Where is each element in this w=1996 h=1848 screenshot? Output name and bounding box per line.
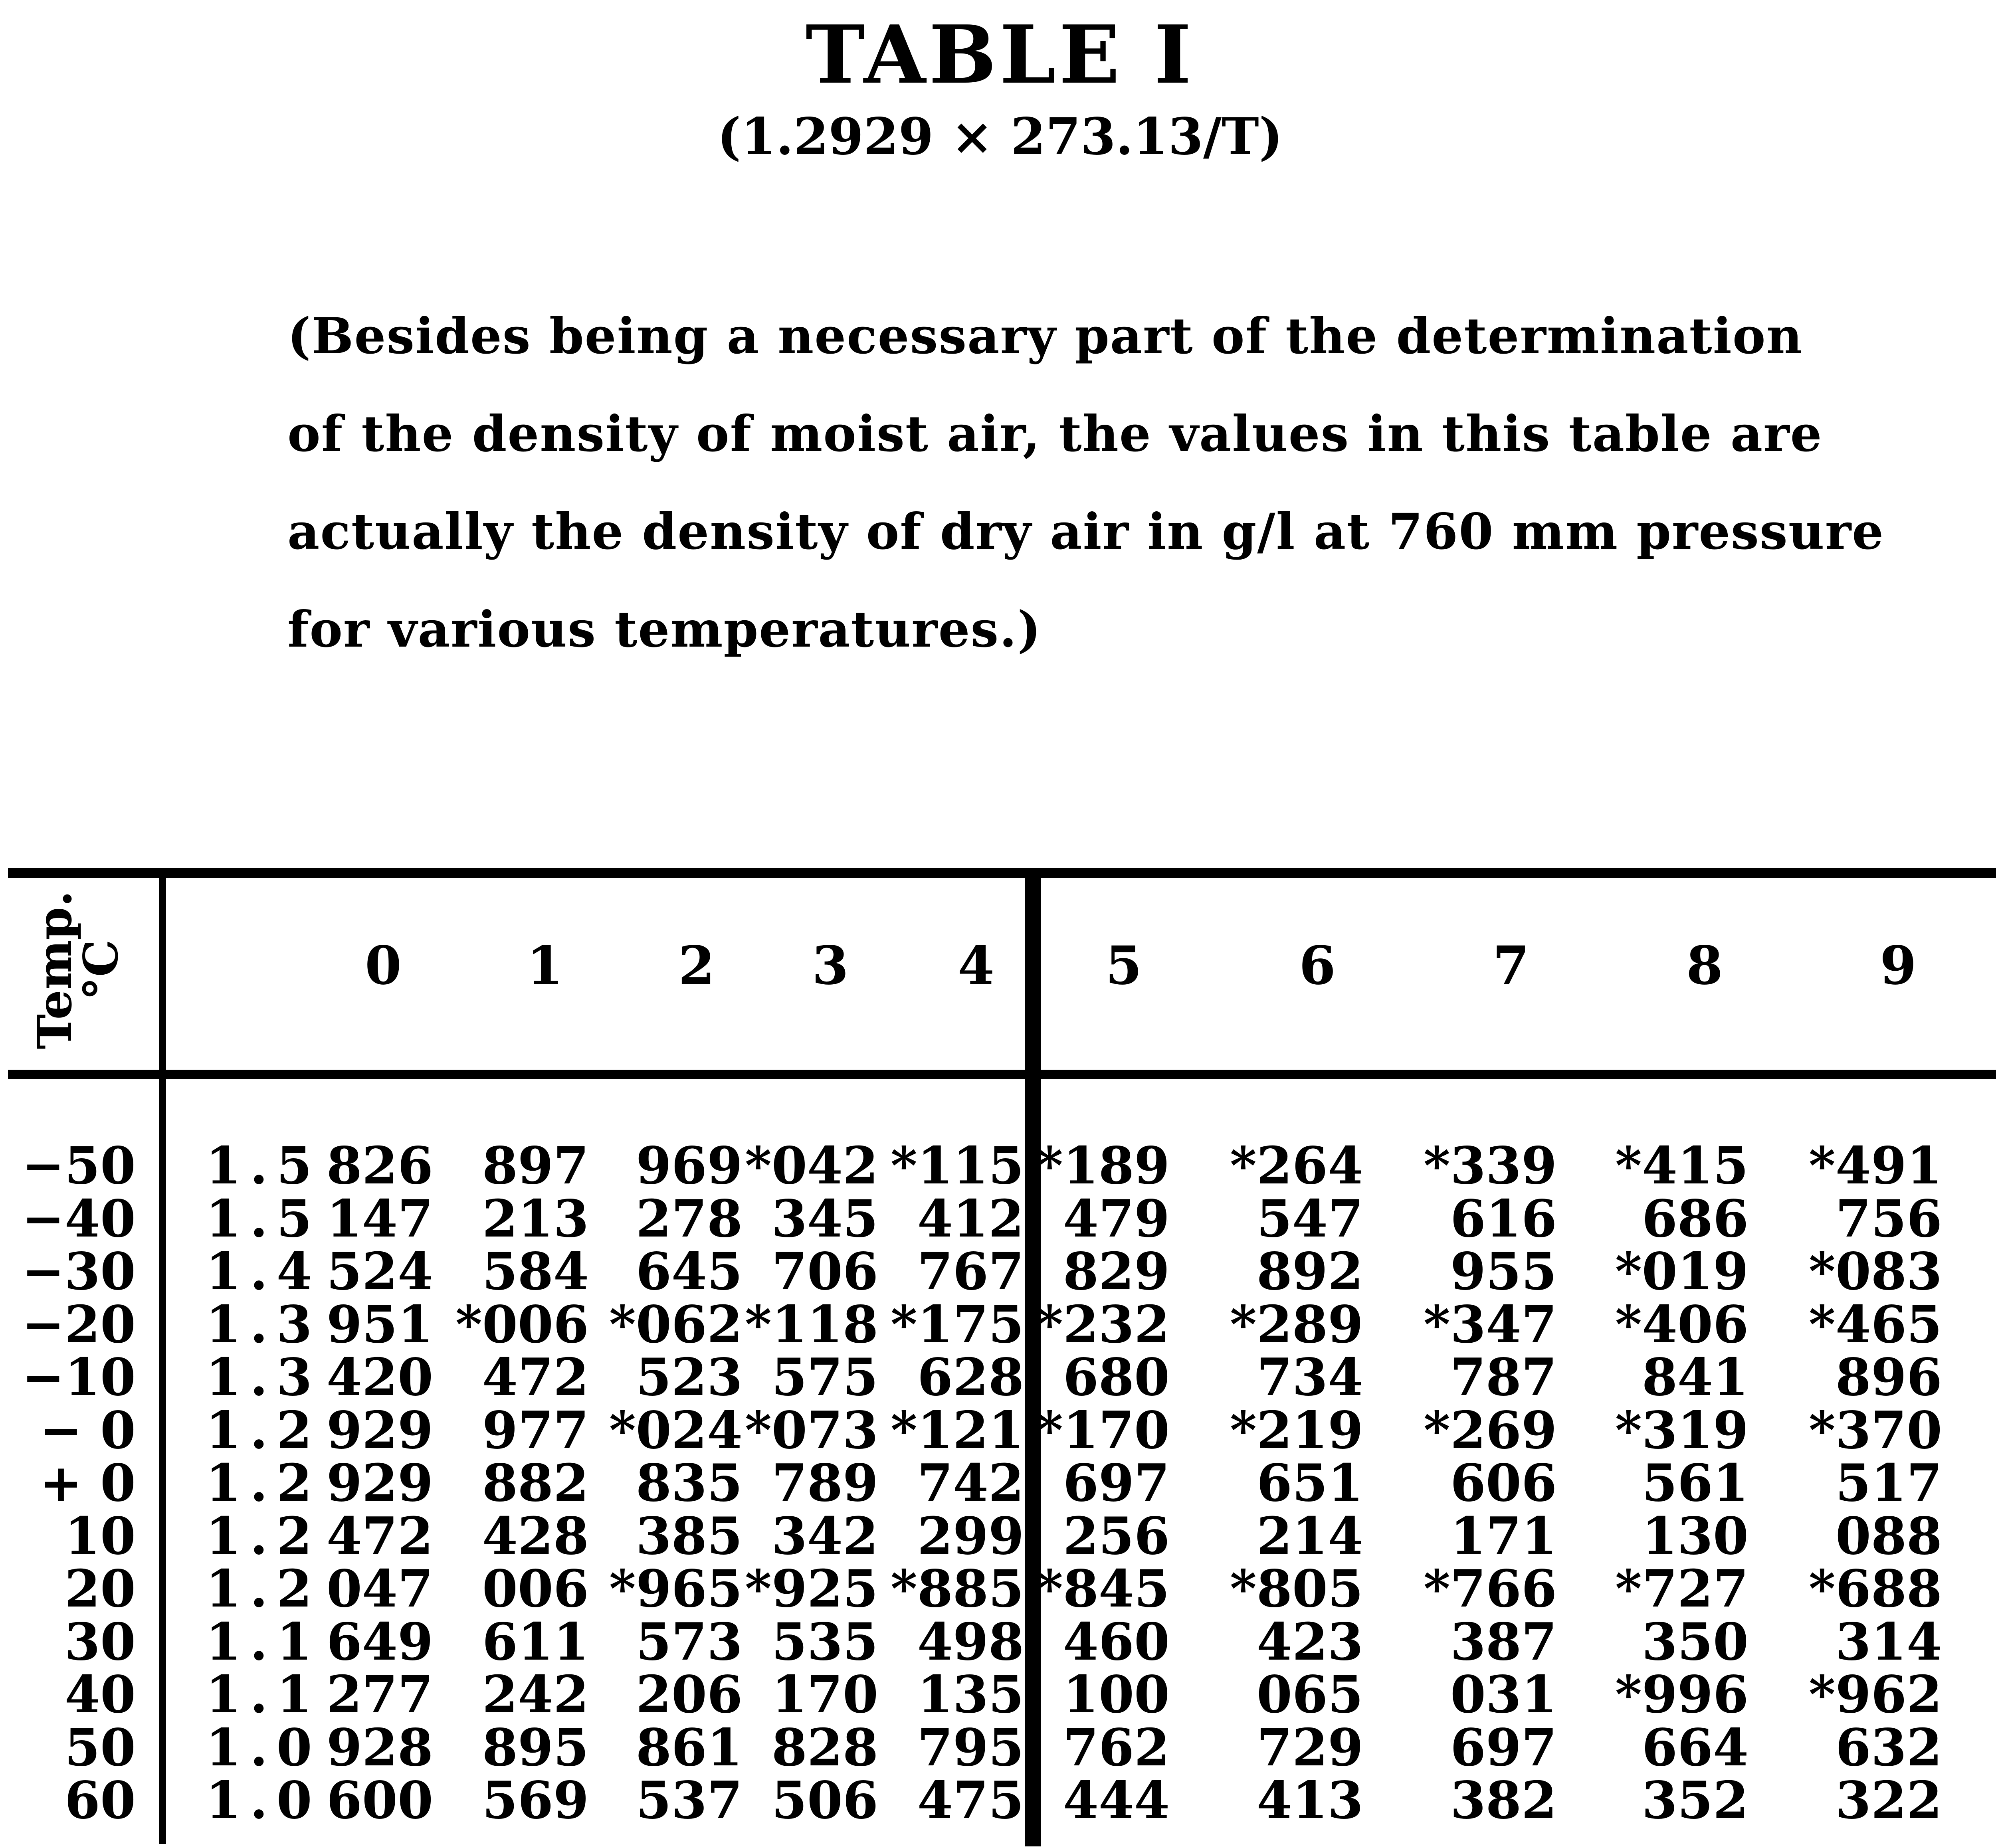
value-cell: 475 [917, 1771, 1024, 1830]
value-cell: 420 [326, 1347, 433, 1407]
value-cell: 762 [1063, 1717, 1170, 1778]
value-cell: *491 [1808, 1136, 1942, 1196]
value-cell: 214 [1256, 1506, 1363, 1566]
value-cell: 047 [326, 1559, 433, 1619]
temp-header-unit: °C [73, 939, 129, 1001]
value-cell: 969 [636, 1136, 743, 1196]
column-header-2: 2 [678, 935, 715, 997]
value-cell: *121 [890, 1400, 1024, 1460]
value-cell: 413 [1256, 1771, 1363, 1830]
value-cell: 600 [326, 1771, 433, 1830]
table-description [287, 287, 1904, 679]
value-cell: 523 [636, 1347, 743, 1407]
value-cell: 706 [771, 1242, 878, 1302]
value-cell: 955 [1450, 1242, 1557, 1302]
value-cell: 835 [636, 1453, 743, 1513]
table-row [0, 1242, 1996, 1302]
value-cell: *042 [745, 1136, 878, 1196]
value-cell: 680 [1063, 1347, 1170, 1407]
value-cell: 828 [771, 1717, 878, 1778]
value-cell: *175 [890, 1294, 1024, 1355]
value-cell: *073 [745, 1400, 878, 1460]
table-row [0, 1559, 1996, 1619]
value-cell: 697 [1063, 1453, 1170, 1513]
temp-cell: 40 [64, 1665, 136, 1725]
column-header-8: 8 [1686, 935, 1723, 997]
value-cell: 928 [326, 1717, 433, 1778]
value-cell: 767 [917, 1242, 1024, 1302]
value-cell: 350 [1642, 1612, 1748, 1672]
value-cell: *118 [745, 1294, 878, 1355]
value-cell: 951 [326, 1294, 433, 1355]
table-row [0, 1294, 1996, 1355]
integer-part-cell: 1.2 [206, 1453, 321, 1513]
value-cell: *024 [609, 1400, 743, 1460]
integer-part-cell: 1.3 [206, 1347, 321, 1407]
value-cell: 100 [1063, 1665, 1170, 1725]
temp-column-header [12, 874, 144, 1066]
value-cell: 861 [636, 1717, 743, 1778]
table-row [0, 1136, 1996, 1196]
column-header-6: 6 [1299, 935, 1336, 997]
value-cell: *347 [1423, 1294, 1557, 1355]
value-cell: 896 [1835, 1347, 1942, 1407]
value-cell: *996 [1615, 1665, 1748, 1725]
value-cell: 575 [771, 1347, 878, 1407]
value-cell: 130 [1642, 1506, 1748, 1566]
value-cell: *406 [1615, 1294, 1748, 1355]
value-cell: *688 [1808, 1559, 1942, 1619]
value-cell: 345 [771, 1189, 878, 1249]
table-row [0, 1506, 1996, 1566]
temp-cell: −20 [22, 1294, 136, 1355]
value-cell: 088 [1835, 1506, 1942, 1566]
value-cell: 561 [1642, 1453, 1748, 1513]
integer-part-cell: 1.0 [206, 1717, 321, 1778]
value-cell: *727 [1615, 1559, 1748, 1619]
value-cell: *269 [1423, 1400, 1557, 1460]
value-cell: 645 [636, 1242, 743, 1302]
value-cell: 977 [482, 1400, 589, 1460]
value-cell: 498 [917, 1612, 1024, 1672]
column-header-0: 0 [365, 935, 402, 997]
value-cell: 206 [636, 1665, 743, 1725]
value-cell: *006 [455, 1294, 589, 1355]
value-cell: 742 [917, 1453, 1024, 1513]
value-cell: 829 [1063, 1242, 1170, 1302]
value-cell: 006 [482, 1559, 589, 1619]
value-cell: 423 [1256, 1612, 1363, 1672]
value-cell: *962 [1808, 1665, 1942, 1725]
value-cell: *319 [1615, 1400, 1748, 1460]
value-cell: 929 [326, 1400, 433, 1460]
value-cell: 299 [917, 1506, 1024, 1566]
value-cell: 535 [771, 1612, 878, 1672]
value-cell: *083 [1808, 1242, 1942, 1302]
value-cell: *289 [1230, 1294, 1363, 1355]
temp-cell: 30 [64, 1612, 136, 1672]
value-cell: 472 [482, 1347, 589, 1407]
value-cell: 031 [1450, 1665, 1557, 1725]
value-cell: *115 [890, 1136, 1024, 1196]
table-top-rule [8, 868, 1996, 878]
integer-part-cell: 1.1 [206, 1665, 321, 1725]
value-cell: 569 [482, 1771, 589, 1830]
value-cell: *766 [1423, 1559, 1557, 1619]
temp-cell: 10 [64, 1506, 136, 1566]
temp-header-text [27, 890, 129, 1049]
table-row [0, 1453, 1996, 1513]
table-row [0, 1665, 1996, 1725]
value-cell: 342 [771, 1506, 878, 1566]
value-cell: *170 [1036, 1400, 1170, 1460]
column-header-9: 9 [1880, 935, 1917, 997]
value-cell: 628 [917, 1347, 1024, 1407]
column-header-1: 1 [527, 935, 563, 997]
temp-cell: −10 [22, 1347, 136, 1407]
value-cell: 606 [1450, 1453, 1557, 1513]
value-cell: 242 [482, 1665, 589, 1725]
column-header-7: 7 [1493, 935, 1529, 997]
value-cell: *339 [1423, 1136, 1557, 1196]
value-cell: 135 [917, 1665, 1024, 1725]
value-cell: *219 [1230, 1400, 1363, 1460]
value-cell: 734 [1256, 1347, 1363, 1407]
value-cell: 147 [326, 1189, 433, 1249]
value-cell: 697 [1450, 1717, 1557, 1778]
value-cell: 795 [917, 1717, 1024, 1778]
value-cell: 826 [326, 1136, 433, 1196]
table-header-rule [8, 1070, 1996, 1079]
value-cell: *062 [609, 1294, 743, 1355]
table-row [0, 1717, 1996, 1778]
value-cell: 573 [636, 1612, 743, 1672]
value-cell: 385 [636, 1506, 743, 1566]
column-header-3: 3 [812, 935, 849, 997]
temp-cell: −50 [22, 1136, 136, 1196]
integer-part-cell: 1.2 [206, 1559, 321, 1619]
table-formula: (1.2929 × 273.13/T) [717, 107, 1283, 166]
value-cell: 065 [1256, 1665, 1363, 1725]
column-header-5: 5 [1105, 935, 1142, 997]
integer-part-cell: 1.2 [206, 1400, 321, 1460]
value-cell: 506 [771, 1771, 878, 1830]
value-cell: *885 [890, 1559, 1024, 1619]
temp-cell: 20 [64, 1559, 136, 1619]
integer-part-cell: 1.2 [206, 1506, 321, 1566]
value-cell: 882 [482, 1453, 589, 1513]
description-line: of the density of moist air, the values in this table are [287, 405, 1823, 463]
table-row [0, 1189, 1996, 1249]
value-cell: 278 [636, 1189, 743, 1249]
value-cell: 897 [482, 1136, 589, 1196]
description-line: (Besides being a necessary part of the determination [287, 307, 1803, 365]
value-cell: 277 [326, 1665, 433, 1725]
value-cell: 756 [1835, 1189, 1942, 1249]
value-cell: *925 [745, 1559, 878, 1619]
value-cell: 170 [771, 1665, 878, 1725]
value-cell: 472 [326, 1506, 433, 1566]
value-cell: 686 [1642, 1189, 1748, 1249]
integer-part-cell: 1.1 [206, 1612, 321, 1672]
value-cell: 787 [1450, 1347, 1557, 1407]
value-cell: 322 [1835, 1771, 1942, 1830]
value-cell: 314 [1835, 1612, 1942, 1672]
value-cell: *465 [1808, 1294, 1942, 1355]
value-cell: 616 [1450, 1189, 1557, 1249]
value-cell: 387 [1450, 1612, 1557, 1672]
table-row [0, 1771, 1996, 1830]
value-cell: 412 [917, 1189, 1024, 1249]
value-cell: *019 [1615, 1242, 1748, 1302]
value-cell: 352 [1642, 1771, 1748, 1830]
value-cell: 256 [1063, 1506, 1170, 1566]
temp-cell: 60 [64, 1771, 136, 1830]
table-row [0, 1400, 1996, 1460]
integer-part-cell: 1.5 [206, 1136, 321, 1196]
temp-header-label: Temp. [27, 890, 82, 1049]
value-cell: 789 [771, 1453, 878, 1513]
value-cell: 517 [1835, 1453, 1942, 1513]
value-cell: 929 [326, 1453, 433, 1513]
value-cell: *415 [1615, 1136, 1748, 1196]
value-cell: 651 [1256, 1453, 1363, 1513]
value-cell: *232 [1036, 1294, 1170, 1355]
value-cell: *965 [609, 1559, 743, 1619]
temp-cell: − 0 [40, 1400, 136, 1460]
value-cell: 524 [326, 1242, 433, 1302]
value-cell: 584 [482, 1242, 589, 1302]
value-cell: 547 [1256, 1189, 1363, 1249]
value-cell: 729 [1256, 1717, 1363, 1778]
value-cell: 664 [1642, 1717, 1748, 1778]
value-cell: 213 [482, 1189, 589, 1249]
value-cell: *845 [1036, 1559, 1170, 1619]
column-header-4: 4 [958, 935, 994, 997]
temp-cell: −30 [22, 1242, 136, 1302]
value-cell: 428 [482, 1506, 589, 1566]
value-cell: 649 [326, 1612, 433, 1672]
value-cell: *189 [1036, 1136, 1170, 1196]
value-cell: 382 [1450, 1771, 1557, 1830]
value-cell: 444 [1063, 1771, 1170, 1830]
integer-part-cell: 1.3 [206, 1294, 321, 1355]
description-line: actually the density of dry air in g/l at 760 mm pressure [287, 503, 1885, 561]
value-cell: *370 [1808, 1400, 1942, 1460]
integer-part-cell: 1.0 [206, 1771, 321, 1830]
temp-cell: + 0 [40, 1453, 136, 1513]
value-cell: 895 [482, 1717, 589, 1778]
table-row [0, 1612, 1996, 1672]
integer-part-cell: 1.5 [206, 1189, 321, 1249]
value-cell: *805 [1230, 1559, 1363, 1619]
value-cell: 537 [636, 1771, 743, 1830]
description-line: for various temperatures.) [287, 601, 1042, 659]
integer-part-cell: 1.4 [206, 1242, 321, 1302]
value-cell: 892 [1256, 1242, 1363, 1302]
temp-cell: 50 [64, 1717, 136, 1778]
table-title: TABLE I [805, 8, 1195, 102]
value-cell: 479 [1063, 1189, 1170, 1249]
value-cell: 841 [1642, 1347, 1748, 1407]
value-cell: 632 [1835, 1717, 1942, 1778]
temp-cell: −40 [22, 1189, 136, 1249]
table-row [0, 1347, 1996, 1407]
value-cell: 171 [1450, 1506, 1557, 1566]
value-cell: 611 [482, 1612, 589, 1672]
value-cell: 460 [1063, 1612, 1170, 1672]
value-cell: *264 [1230, 1136, 1363, 1196]
